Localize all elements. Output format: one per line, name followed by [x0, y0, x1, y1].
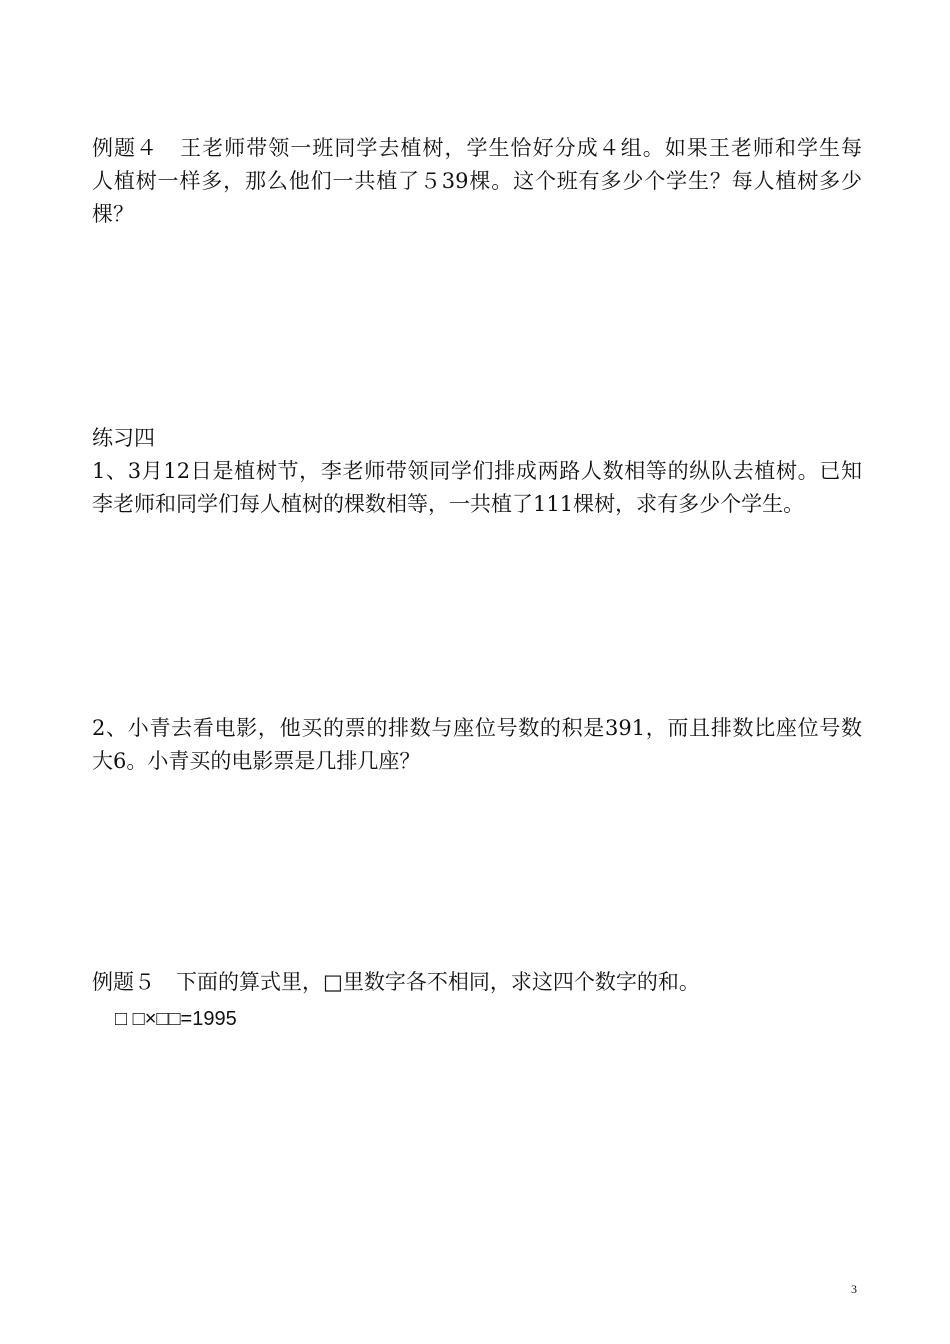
exercise-4-q1-line-1: 1、3月12日是植树节，李老师带领同学们排成两路人数相等的纵队去植树。已知 — [92, 459, 862, 483]
example-4 — [92, 132, 862, 231]
example-5 — [92, 966, 862, 999]
exercise-4-q2-line-1: 2、小青去看电影，他买的票的排数与座位号数的积是391，而且排数比座位号数 — [92, 716, 862, 740]
exercise-4-q2-line-2: 大6。小青买的电影票是几排几座？ — [92, 749, 421, 773]
exercise-4-q2 — [92, 712, 862, 778]
exercise-4-q1-line-2: 李老师和同学们每人植树的棵数相等，一共植了111棵树，求有多少个学生。 — [92, 492, 805, 516]
example-5-text: 例题５ 下面的算式里，□里数字各不相同，求这四个数字的和。 — [92, 970, 700, 994]
page-number: 3 — [851, 1282, 857, 1296]
example-4-line-1: 例题４ 王老师带领一班同学去植树，学生恰好分成４组。如果王老师和学生每 — [92, 136, 862, 160]
exercise-4 — [92, 422, 862, 521]
example-4-line-2: 人植树一样多，那么他们一共植了５39棵。这个班有多少个学生？每人植树多少 — [92, 169, 862, 193]
example-4-line-3: 棵？ — [92, 202, 134, 226]
example-5-formula: □ □×□□=1995 — [115, 1008, 237, 1030]
exercise-4-heading: 练习四 — [92, 426, 155, 450]
